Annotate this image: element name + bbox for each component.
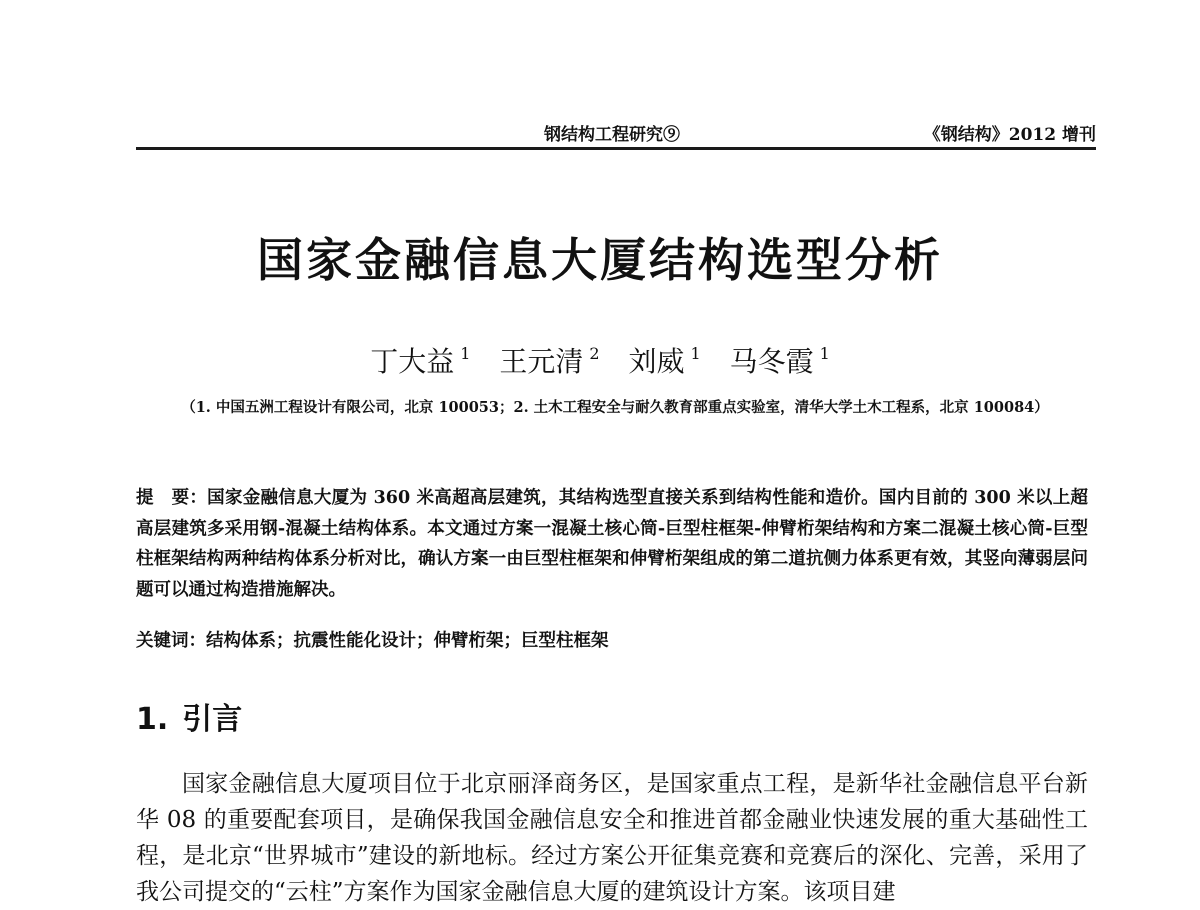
- abstract-text: 国家金融信息大厦为 360 米高超高层建筑，其结构选型直接关系到结构性能和造价。国内目前的 300 米以上超高层建筑多采用钢-混凝土结构体系。本文通过方案一混凝土核心筒-巨型柱框架-伸臂桁架结构和方案二混凝土核心筒-巨型柱框架结构两种结构体系分析对比，确认方案一由巨型柱框架和伸臂桁架组成的第二道抗侧力体系更有效，其竖向薄弱层问题可以通过构造措施解决。: [136, 488, 1089, 600]
- author-item: [370, 340, 470, 380]
- abstract-label: 提 要：: [136, 488, 208, 508]
- author-name: 王元清: [499, 345, 584, 378]
- author-affiliation-mark: 1: [819, 344, 830, 363]
- author-name: 丁大益: [370, 345, 455, 378]
- author-name: 刘威: [628, 345, 685, 378]
- author-affiliation-mark: 1: [690, 344, 701, 363]
- series-title: 钢结构工程研究⑨: [544, 125, 680, 145]
- keywords-label: 关键词：: [136, 631, 206, 651]
- paper-title: 国家金融信息大厦结构选型分析: [257, 233, 943, 287]
- author-list: [0, 340, 1200, 380]
- keywords: [136, 626, 1088, 656]
- author-affiliation-mark: 1: [460, 344, 471, 363]
- section-number: 1.: [136, 702, 169, 737]
- keywords-text: 结构体系；抗震性能化设计；伸臂桁架；巨型柱框架: [206, 631, 609, 651]
- running-header: [136, 120, 1096, 150]
- affiliations: （1. 中国五洲工程设计有限公司，北京 100053；2. 土木工程安全与耐久教育部重点实验室，清华大学土木工程系，北京 100084）: [181, 399, 1049, 416]
- author-affiliation-mark: 2: [589, 344, 600, 363]
- author-item: [628, 340, 700, 380]
- author-name: 马冬霞: [729, 345, 814, 378]
- journal-name: 《钢结构》2012 增刊: [923, 125, 1096, 145]
- author-item: [730, 340, 830, 380]
- section-heading: [136, 694, 242, 738]
- author-item: [499, 340, 599, 380]
- abstract: [136, 483, 1088, 605]
- body-paragraph: 国家金融信息大厦项目位于北京丽泽商务区，是国家重点工程，是新华社金融信息平台新华 08 的重要配套项目，是确保我国金融信息安全和推进首都金融业快速发展的重大基础性工程，是北京“世界城市”建设的新地标。经过方案公开征集竞赛和竞赛后的深化、完善，采用了我公司提交的“云柱”方案作为国家金融信息大厦的建筑设计方案。该项目建: [136, 771, 1088, 905]
- section-title: 引言: [182, 702, 243, 737]
